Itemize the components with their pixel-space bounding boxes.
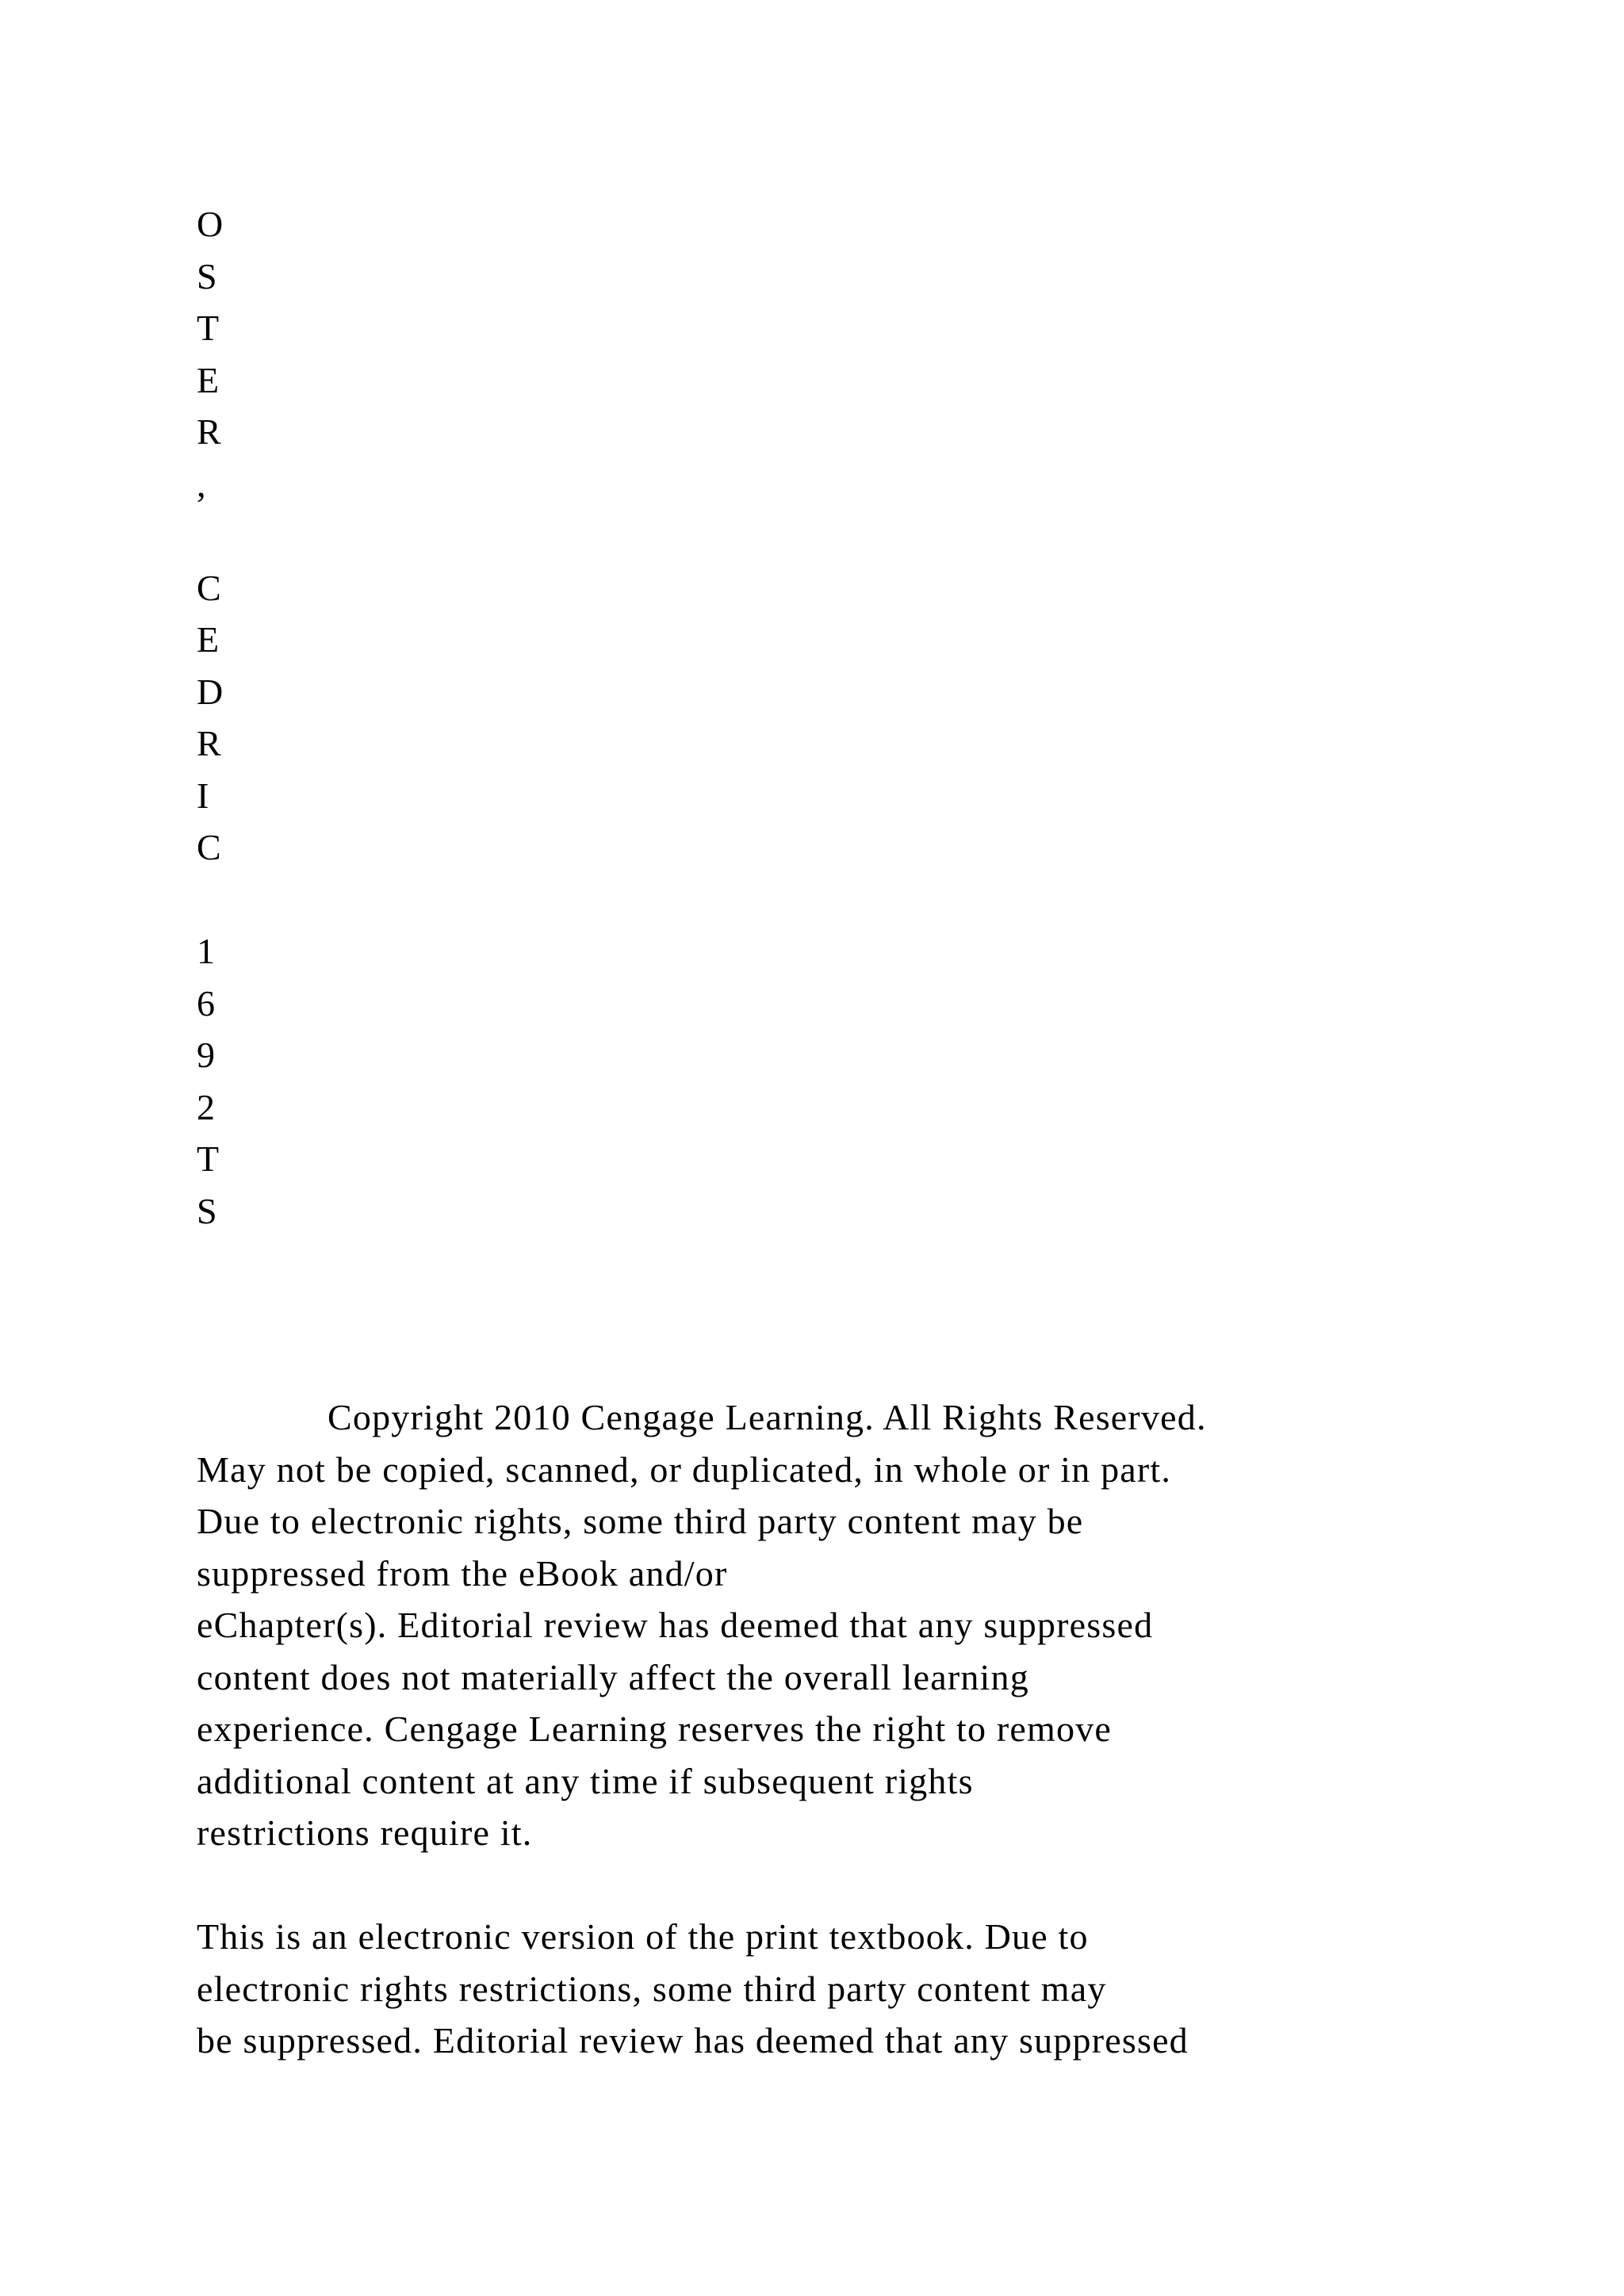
vertical-char: C [197, 827, 221, 867]
vertical-char: R [197, 723, 221, 763]
paragraph-spacer [197, 1859, 1434, 1911]
vertical-char: 1 [197, 931, 215, 971]
vertical-char: T [197, 1138, 220, 1179]
vertical-char: T [197, 308, 220, 348]
vertical-char: I [197, 775, 209, 816]
vertical-char: R [197, 411, 221, 452]
paragraph-line: Copyright 2010 Cengage Learning. All Rights Reserved. [327, 1397, 1207, 1437]
vertical-char [197, 510, 244, 562]
paragraph-line: electronic rights restrictions, some third party content may [197, 1968, 1107, 2009]
paragraph-line: May not be copied, scanned, or duplicated, in whole or in part. [197, 1448, 1172, 1490]
paragraph-line: Due to electronic rights, some third party content may be [197, 1501, 1084, 1541]
paragraph-line: additional content at any time if subsequent rights [197, 1760, 974, 1801]
copyright-notice [197, 1391, 1434, 2067]
paragraph-line: eChapter(s). Editorial review has deemed that any suppressed [197, 1605, 1154, 1645]
vertical-char [197, 874, 244, 926]
vertical-name-stack [197, 198, 244, 1237]
vertical-char: S [197, 255, 217, 297]
vertical-char: S [197, 1190, 217, 1231]
vertical-char: , [197, 463, 206, 504]
vertical-char: 6 [197, 982, 215, 1024]
paragraph-line: This is an electronic version of the print textbook. Due to [197, 1916, 1089, 1957]
paragraph-line: experience. Cengage Learning reserves the right to remove [197, 1709, 1113, 1749]
paragraph-line: restrictions require it. [197, 1812, 533, 1853]
vertical-char: 9 [197, 1035, 215, 1075]
paragraph-line: be suppressed. Editorial review has deemed that any suppressed [197, 2020, 1189, 2061]
vertical-char: D [197, 671, 224, 712]
vertical-char: O [197, 204, 224, 244]
paragraph-line: suppressed from the eBook and/or [197, 1552, 728, 1594]
vertical-char: E [197, 619, 220, 660]
paragraph-line: content does not materially affect the overall learning [197, 1656, 1029, 1697]
vertical-char: E [197, 359, 220, 400]
vertical-char: 2 [197, 1086, 215, 1127]
vertical-char: C [197, 567, 221, 608]
